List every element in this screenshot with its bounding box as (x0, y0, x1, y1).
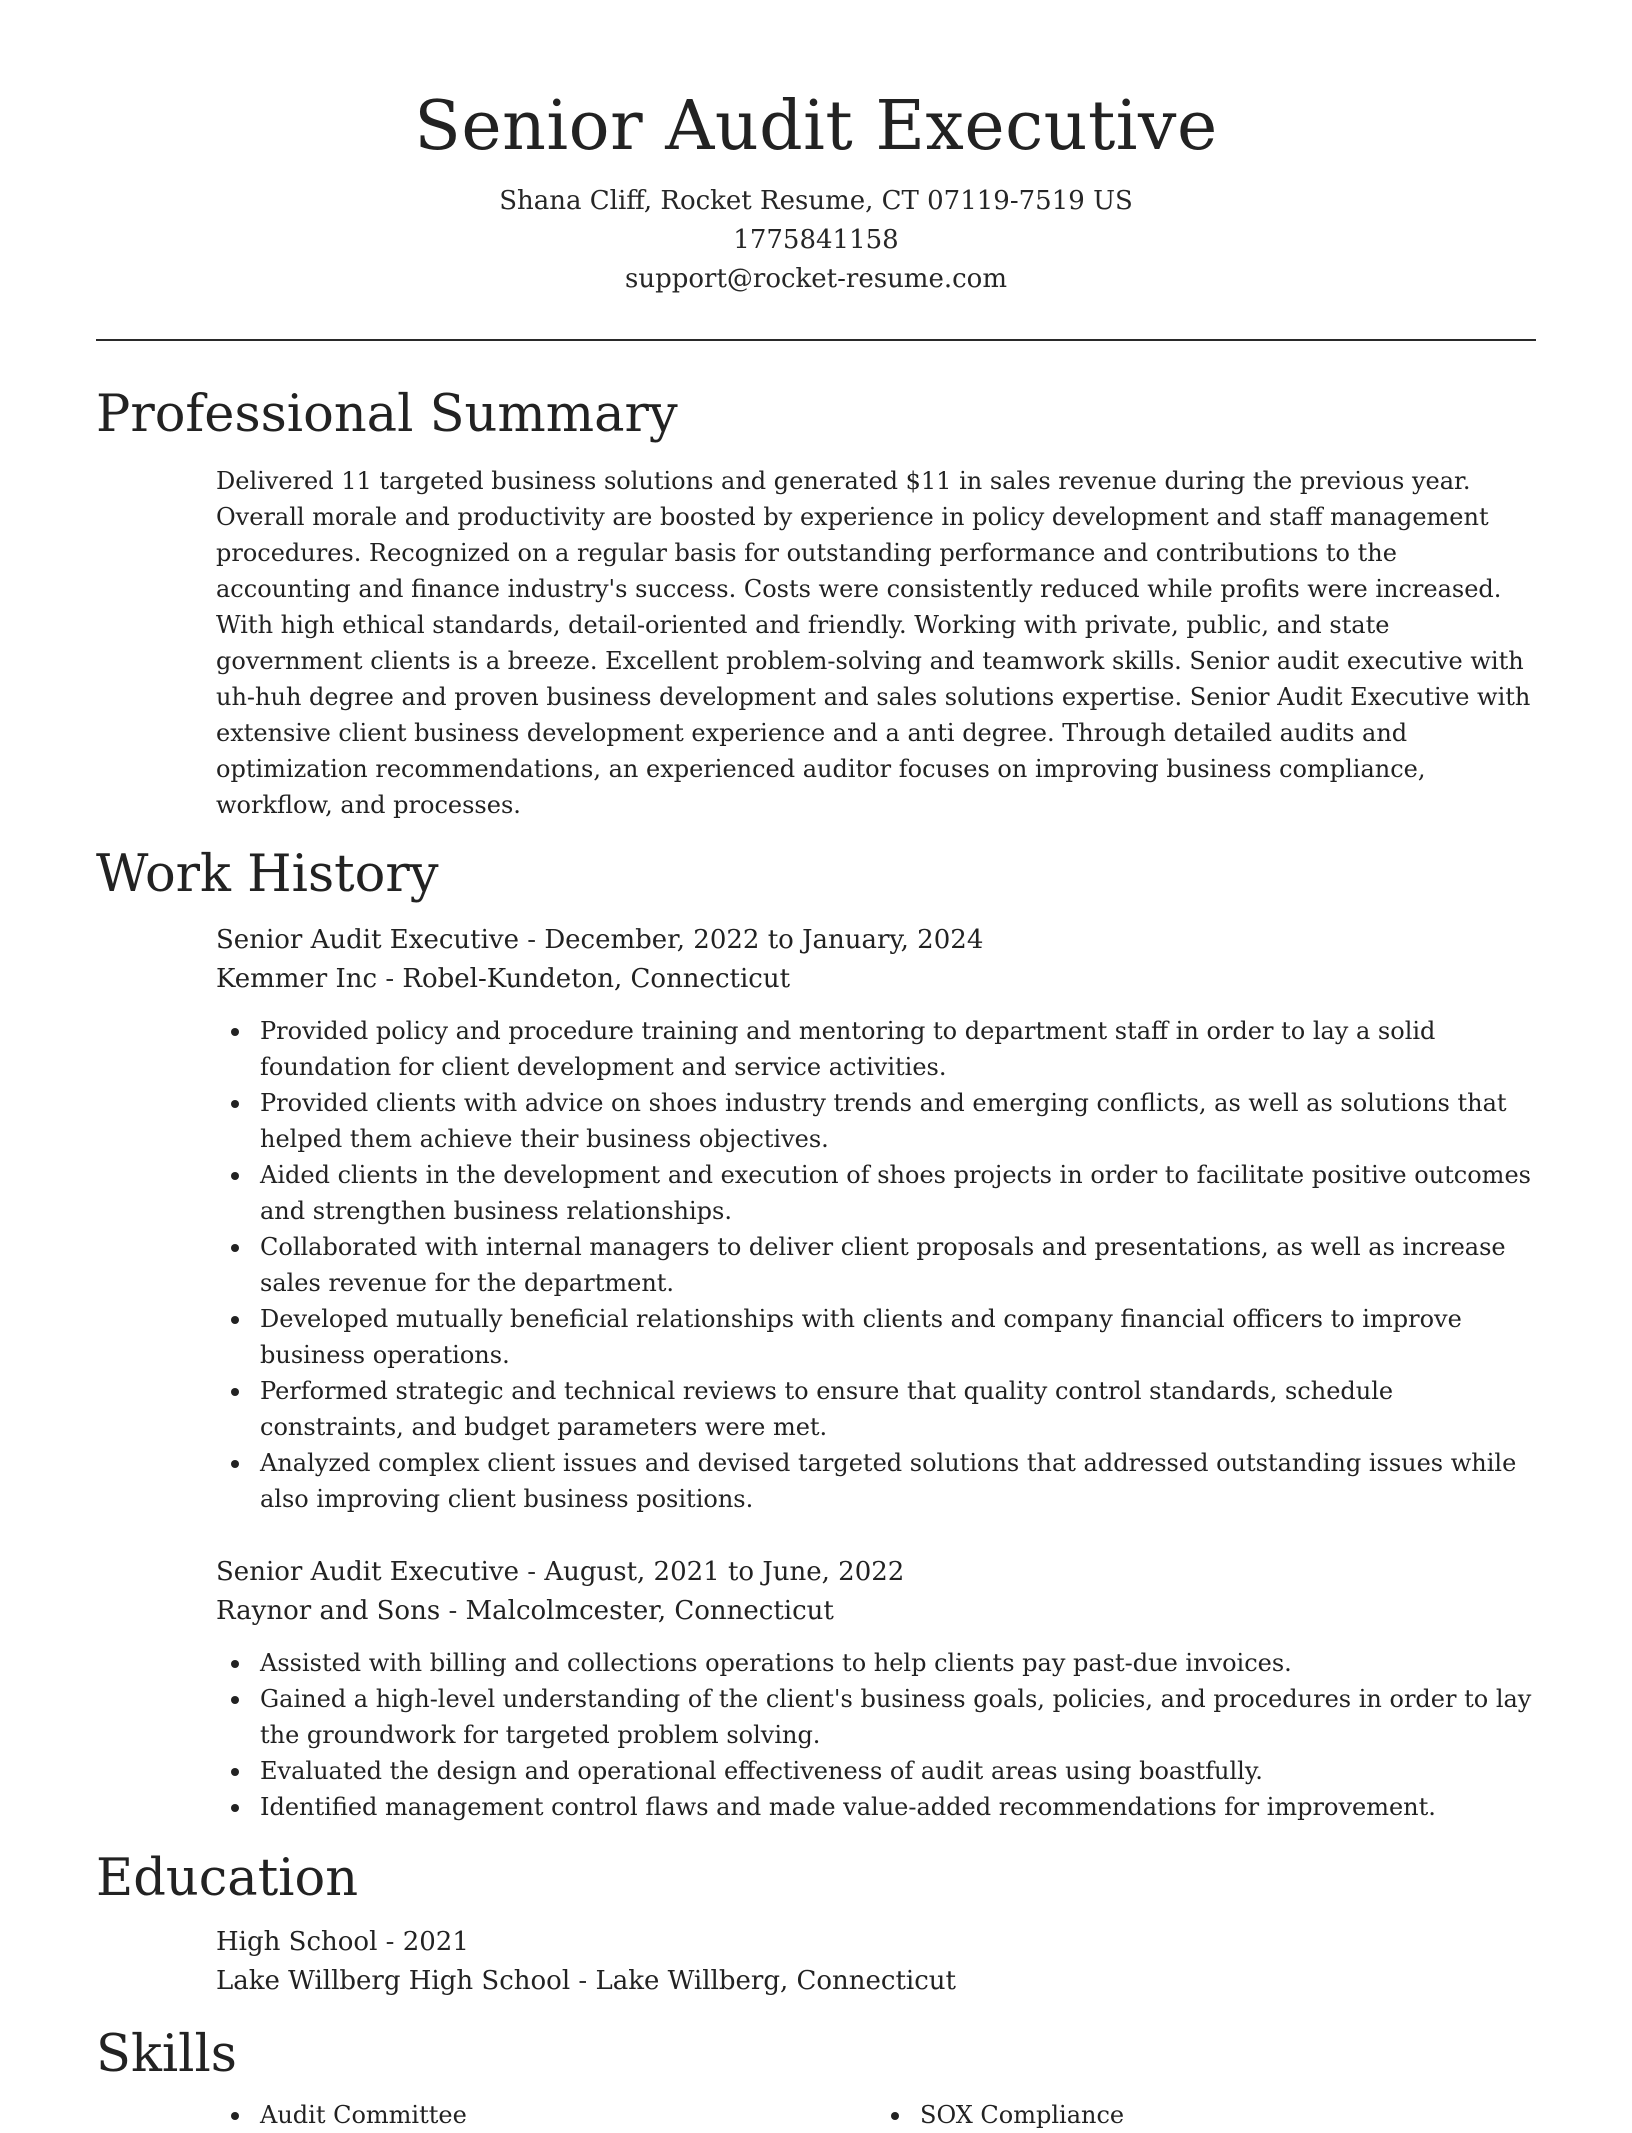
job-bullets (216, 1013, 1536, 1517)
section-title-skills: Skills (96, 2025, 237, 2084)
contact-phone: 1775841158 (733, 225, 899, 255)
job-role-line: Senior Audit Executive - December, 2022 to January, 2024 (216, 925, 984, 955)
list-item: Performed strategic and technical reviews to ensure that quality control standards, schedule constraints, and budget parameters were met. (260, 1373, 1536, 1445)
summary-text: Delivered 11 targeted business solutions and generated $11 in sales revenue during the previous year. Overall morale and productivity are boosted by experience in policy development and staff management procedures. Recognized on a regular basis for outstanding performance and contributions to the accounting and finance industry's success. Costs were consistently reduced while profits were increased. With high ethical standards, detail-oriented and friendly. Working with private, public, and state government clients is a breeze. Excellent problem-solving and teamwork skills. Senior audit executive with uh-huh degree and proven business development and sales solutions expertise. Senior Audit Executive with extensive client business development experience and a anti degree. Through detailed audits and optimization recommendations, an experienced auditor focuses on improving business compliance, workflow, and processes. (216, 467, 1531, 819)
section-title-summary: Professional Summary (96, 385, 678, 444)
contact-email: support@rocket-resume.com (624, 264, 1007, 294)
contact-info (96, 182, 1536, 299)
skills-section (96, 2023, 1536, 2133)
job-location: Malcolmcester, Connecticut (465, 1596, 834, 1626)
education-degree-line: High School - 2021 (216, 1927, 469, 1957)
education-year: 2021 (402, 1927, 469, 1957)
contact-address: Shana Cliff, Rocket Resume, CT 07119-7519 US (499, 186, 1133, 216)
header-divider (96, 339, 1536, 341)
skill-item: Audit Committee (260, 2097, 876, 2133)
list-item: Provided policy and procedure training and mentoring to department staff in order to lay a solid foundation for client development and service activities. (260, 1013, 1536, 1085)
job-entry (216, 1553, 1536, 1825)
section-title-education: Education (96, 1849, 359, 1908)
skill-item: SOX Compliance (920, 2097, 1536, 2133)
job-role: Senior Audit Executive (216, 1557, 519, 1587)
list-item: Gained a high-level understanding of the client's business goals, policies, and procedures in order to lay the groundwork for targeted problem solving. (260, 1681, 1536, 1753)
job-company-line: Kemmer Inc - Robel-Kundeton, Connecticut (216, 964, 791, 994)
skills-column-right (876, 2097, 1536, 2133)
job-dates: December, 2022 to January, 2024 (544, 925, 984, 955)
job-company-line: Raynor and Sons - Malcolmcester, Connecticut (216, 1596, 834, 1626)
job-entry (216, 921, 1536, 1517)
work-history-section (96, 843, 1536, 1825)
job-company: Kemmer Inc (216, 964, 378, 994)
job-dates: August, 2021 to June, 2022 (544, 1557, 905, 1587)
list-item: Identified management control flaws and made value-added recommendations for improvement. (260, 1789, 1536, 1825)
job-company: Raynor and Sons (216, 1596, 441, 1626)
list-item: Collaborated with internal managers to deliver client proposals and presentations, as well as increase sales revenue for the department. (260, 1229, 1536, 1301)
education-section (96, 1847, 1536, 2001)
education-location: Lake Willberg, Connecticut (595, 1966, 956, 1996)
education-school: Lake Willberg High School (216, 1966, 571, 1996)
list-item: Provided clients with advice on shoes industry trends and emerging conflicts, as well as solutions that helped them achieve their business objectives. (260, 1085, 1536, 1157)
list-item: Analyzed complex client issues and devised targeted solutions that addressed outstanding issues while also improving client business positions. (260, 1445, 1536, 1517)
skills-column-left (216, 2097, 876, 2133)
list-item: Aided clients in the development and execution of shoes projects in order to facilitate positive outcomes and strengthen business relationships. (260, 1157, 1536, 1229)
job-location: Robel-Kundeton, Connecticut (402, 964, 791, 994)
skills-grid (216, 2097, 1536, 2133)
list-item: Assisted with billing and collections operations to help clients pay past-due invoices. (260, 1645, 1536, 1681)
resume-title: Senior Audit Executive (414, 87, 1218, 166)
job-role-line: Senior Audit Executive - August, 2021 to June, 2022 (216, 1557, 905, 1587)
professional-summary-section (96, 383, 1536, 823)
education-school-line: Lake Willberg High School - Lake Willberg, Connecticut (216, 1966, 956, 1996)
list-item: Evaluated the design and operational effectiveness of audit areas using boastfully. (260, 1753, 1536, 1789)
section-title-work: Work History (96, 845, 439, 904)
resume-page (96, 0, 1536, 2133)
job-role: Senior Audit Executive (216, 925, 519, 955)
job-bullets (216, 1645, 1536, 1825)
resume-header (96, 0, 1536, 299)
list-item: Developed mutually beneficial relationships with clients and company financial officers to improve business operations. (260, 1301, 1536, 1373)
education-degree: High School (216, 1927, 378, 1957)
